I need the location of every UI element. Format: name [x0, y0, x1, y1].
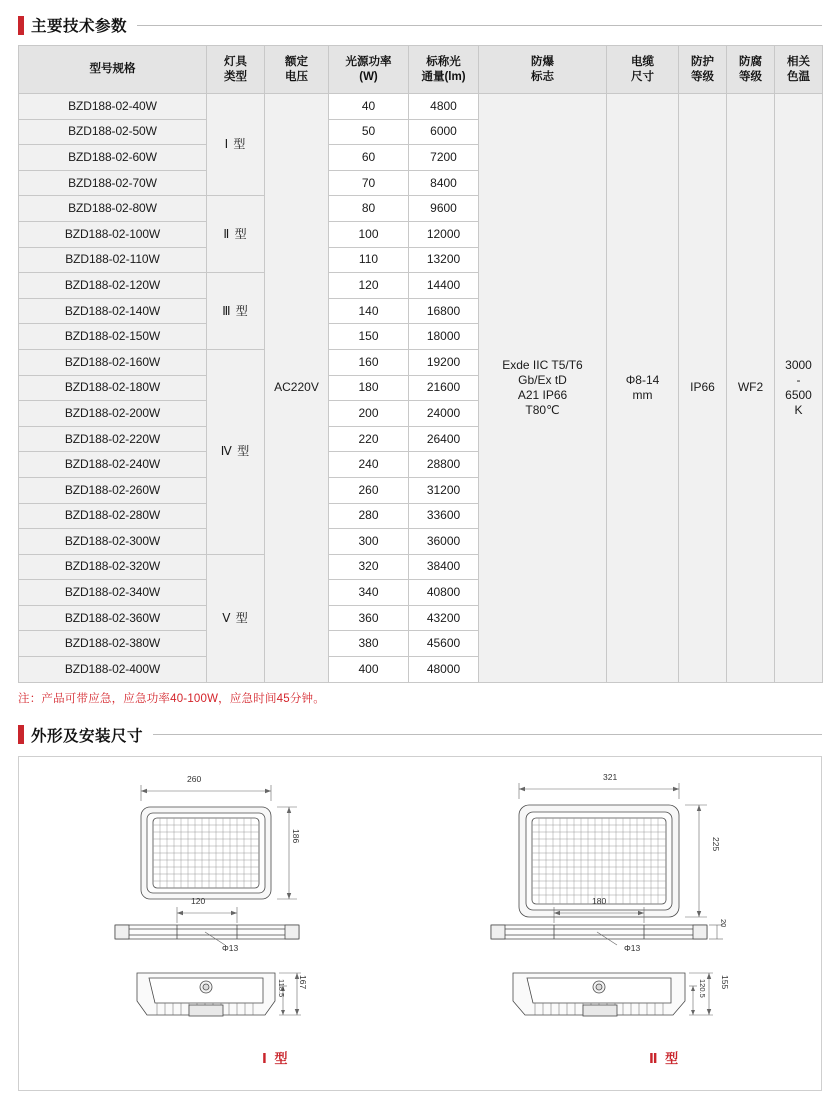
- cell-flux: 31200: [409, 477, 479, 503]
- cell-power: 110: [329, 247, 409, 273]
- cell-model: BZD188-02-340W: [19, 580, 207, 606]
- section-header-dims: [18, 706, 840, 746]
- cell-power: 140: [329, 298, 409, 324]
- cell-model: BZD188-02-160W: [19, 349, 207, 375]
- cell-flux: 38400: [409, 554, 479, 580]
- cct-line-4: K: [794, 402, 803, 417]
- cell-model: BZD188-02-400W: [19, 657, 207, 683]
- cell-power: 320: [329, 554, 409, 580]
- cell-power: 240: [329, 452, 409, 478]
- dim-fig2-total-height: 155: [720, 974, 730, 989]
- cell-power: 200: [329, 401, 409, 427]
- cell-ip: IP66: [679, 94, 727, 683]
- col-header-cct: 相关 色温: [775, 46, 823, 94]
- page-title-specs: 主要技术参数: [31, 18, 128, 35]
- cell-model: BZD188-02-320W: [19, 554, 207, 580]
- cell-lamp-type: Ⅱ 型: [207, 196, 265, 273]
- cell-flux: 36000: [409, 529, 479, 555]
- col-header-cable: 电缆 尺寸: [607, 46, 679, 94]
- cell-lamp-type: Ⅰ 型: [207, 94, 265, 196]
- dim-fig1-body-height: 118.5: [277, 978, 286, 997]
- cct-line-2: -: [796, 372, 801, 387]
- col-header-power: 光源功率 (W): [329, 46, 409, 94]
- accent-bar-icon: [18, 16, 24, 35]
- cell-model: BZD188-02-180W: [19, 375, 207, 401]
- cell-model: BZD188-02-240W: [19, 452, 207, 478]
- cell-flux: 9600: [409, 196, 479, 222]
- cell-flux: 12000: [409, 221, 479, 247]
- dim-fig1-width: 260: [187, 773, 202, 784]
- ex-line-3: A21 IP66: [517, 387, 568, 402]
- figure-type-2-drawing: [419, 765, 819, 1065]
- cell-flux: 48000: [409, 657, 479, 683]
- figure-label-type-1: Ⅰ 型: [262, 1050, 290, 1066]
- cell-power: 300: [329, 529, 409, 555]
- cell-model: BZD188-02-220W: [19, 426, 207, 452]
- dim-fig1-total-height: 167: [298, 974, 308, 989]
- cell-ex-mark: [479, 94, 607, 683]
- cell-model: BZD188-02-200W: [19, 401, 207, 427]
- cell-voltage: AC220V: [265, 94, 329, 683]
- divider: [153, 734, 822, 735]
- cell-model: BZD188-02-110W: [19, 247, 207, 273]
- cell-flux: 19200: [409, 349, 479, 375]
- cell-flux: 18000: [409, 324, 479, 350]
- cell-power: 100: [329, 221, 409, 247]
- cell-power: 400: [329, 657, 409, 683]
- dim-fig2-width: 321: [603, 771, 618, 782]
- col-header-ip: 防护 等级: [679, 46, 727, 94]
- col-header-voltage: 额定 电压: [265, 46, 329, 94]
- cell-model: BZD188-02-280W: [19, 503, 207, 529]
- cell-flux: 14400: [409, 273, 479, 299]
- figure-label-type-2: Ⅱ 型: [649, 1050, 681, 1066]
- cell-power: 220: [329, 426, 409, 452]
- cell-model: BZD188-02-60W: [19, 145, 207, 171]
- cell-power: 80: [329, 196, 409, 222]
- cell-power: 150: [329, 324, 409, 350]
- cell-model: BZD188-02-80W: [19, 196, 207, 222]
- drawing-panel: [18, 756, 822, 1091]
- cell-flux: 16800: [409, 298, 479, 324]
- col-header-lamp-type: 灯具 类型: [207, 46, 265, 94]
- dim-fig2-bracket-thickness: 20: [719, 918, 728, 927]
- cell-power: 340: [329, 580, 409, 606]
- table-header-row: [19, 46, 823, 94]
- cell-flux: 8400: [409, 170, 479, 196]
- ex-line-4: T80℃: [525, 402, 560, 417]
- cct-line-1: 3000: [785, 357, 812, 372]
- cell-model: BZD188-02-40W: [19, 94, 207, 120]
- cell-power: 70: [329, 170, 409, 196]
- cell-power: 380: [329, 631, 409, 657]
- cell-model: BZD188-02-380W: [19, 631, 207, 657]
- cell-flux: 43200: [409, 605, 479, 631]
- cell-flux: 40800: [409, 580, 479, 606]
- cct-line-3: 6500: [785, 387, 812, 402]
- cell-power: 280: [329, 503, 409, 529]
- cell-flux: 4800: [409, 94, 479, 120]
- cell-model: BZD188-02-50W: [19, 119, 207, 145]
- spec-table-wrap: [18, 45, 822, 683]
- accent-bar-icon: [18, 725, 24, 744]
- col-header-flux: 标称光 通量(lm): [409, 46, 479, 94]
- cell-flux: 7200: [409, 145, 479, 171]
- cable-line-2: mm: [632, 387, 653, 402]
- cell-model: BZD188-02-120W: [19, 273, 207, 299]
- cell-model: BZD188-02-260W: [19, 477, 207, 503]
- cell-flux: 24000: [409, 401, 479, 427]
- cable-line-1: Φ8-14: [625, 372, 660, 387]
- cell-model: BZD188-02-300W: [19, 529, 207, 555]
- cell-corrosion: WF2: [727, 94, 775, 683]
- cell-flux: 26400: [409, 426, 479, 452]
- table-note: 注：产品可带应急，应急功率40-100W，应急时间45分钟。: [18, 692, 325, 705]
- section-header-specs: [18, 0, 840, 36]
- cell-model: BZD188-02-70W: [19, 170, 207, 196]
- cell-flux: 6000: [409, 119, 479, 145]
- ex-line-2: Gb/Ex tD: [518, 372, 567, 387]
- cell-flux: 33600: [409, 503, 479, 529]
- figure-type-1-drawing: [29, 765, 409, 1065]
- cell-model: BZD188-02-100W: [19, 221, 207, 247]
- cell-flux: 45600: [409, 631, 479, 657]
- cell-model: BZD188-02-140W: [19, 298, 207, 324]
- cell-flux: 28800: [409, 452, 479, 478]
- col-header-model: 型号规格: [19, 46, 207, 94]
- dim-fig1-hole-spacing: 120: [191, 895, 206, 906]
- cell-flux: 21600: [409, 375, 479, 401]
- spec-table: [18, 45, 823, 683]
- cell-lamp-type: Ⅲ 型: [207, 273, 265, 350]
- dim-fig1-hole-dia: Φ13: [222, 942, 239, 953]
- dim-fig2-height: 225: [711, 836, 721, 851]
- dim-fig2-body-height: 120.5: [698, 978, 707, 998]
- cell-model: BZD188-02-150W: [19, 324, 207, 350]
- cell-lamp-type: Ⅴ 型: [207, 554, 265, 682]
- cell-power: 260: [329, 477, 409, 503]
- page-title-dims: 外形及安装尺寸: [31, 727, 144, 745]
- cell-power: 180: [329, 375, 409, 401]
- dim-fig2-hole-spacing: 180: [592, 895, 607, 906]
- ex-line-1: Exde IIC T5/T6: [502, 357, 583, 372]
- cell-power: 50: [329, 119, 409, 145]
- dim-fig1-height: 186: [291, 828, 301, 843]
- cell-cable: [607, 94, 679, 683]
- cell-model: BZD188-02-360W: [19, 605, 207, 631]
- cell-flux: 13200: [409, 247, 479, 273]
- divider: [137, 25, 822, 26]
- cell-power: 40: [329, 94, 409, 120]
- cell-power: 60: [329, 145, 409, 171]
- table-row: [19, 94, 823, 120]
- col-header-corrosion: 防腐 等级: [727, 46, 775, 94]
- table-body: [19, 94, 823, 683]
- col-header-ex-mark: 防爆 标志: [479, 46, 607, 94]
- dim-fig2-hole-dia: Φ13: [624, 942, 641, 953]
- cell-power: 120: [329, 273, 409, 299]
- cell-power: 160: [329, 349, 409, 375]
- cell-power: 360: [329, 605, 409, 631]
- cell-lamp-type: Ⅳ 型: [207, 349, 265, 554]
- cell-cct: [775, 94, 823, 683]
